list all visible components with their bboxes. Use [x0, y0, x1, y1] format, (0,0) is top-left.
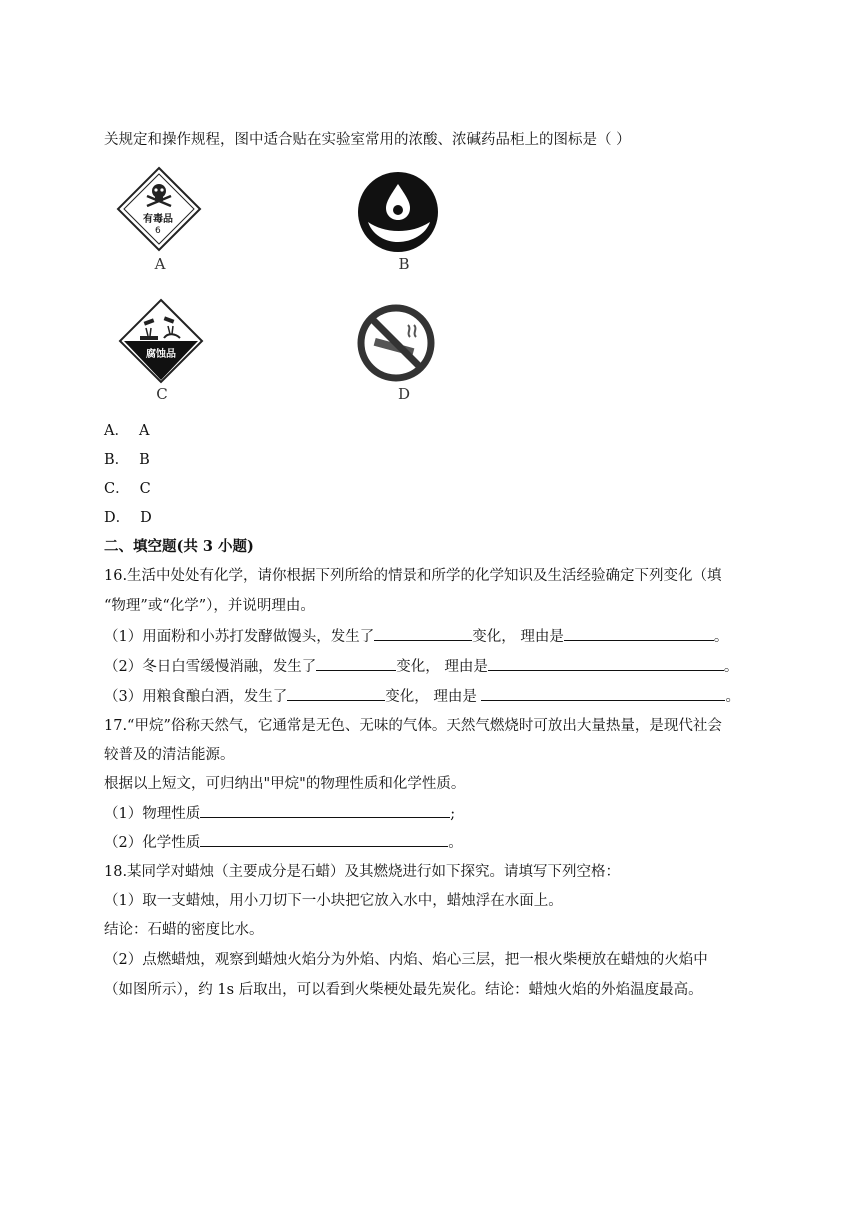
q16-item-3-blank-change[interactable] [287, 686, 385, 701]
q18-item-1: （1）取一支蜡烛，用小刀切下一小块把它放入水中，蜡烛浮在水面上。 [104, 893, 563, 909]
q16-item-2-end: 。 [723, 659, 739, 675]
corrosive-diamond-icon [118, 298, 204, 384]
option-letter: A． [104, 423, 129, 439]
q18-item-2-line2: （如图所示），约 1s 后取出，可以看到火柴梗处最先炭化。结论：蜡烛火焰的外焰温度最高。 [104, 982, 703, 998]
q16-item-2-blank-change[interactable] [316, 656, 396, 671]
q18-item-2-line1: （2）点燃蜡烛，观察到蜡烛火焰分为外焰、内焰、焰心三层，把一根火柴梗放在蜡烛的火焰中 [104, 952, 708, 968]
q17-item-1-label: （1）物理性质 [104, 806, 201, 822]
water-drop-circle-icon [356, 170, 440, 254]
option-value: D [140, 510, 152, 526]
figure-label-c: C [156, 385, 168, 403]
q17-item-1-end: ; [450, 806, 456, 822]
q16-item-3 [104, 686, 740, 707]
q16-item-1-end: 。 [713, 629, 729, 645]
q17-item-2 [104, 832, 463, 853]
q15-stem: 关规定和操作规程，图中适合贴在实验室常用的浓酸、浓碱药品柜上的图标是（ ） [104, 132, 631, 148]
q16-item-3-reason-label: 变化， 理由是 [385, 689, 482, 705]
option-letter: C． [104, 481, 130, 497]
option-a[interactable] [104, 421, 149, 441]
q16-item-1-text: （1）用面粉和小苏打发酵做馒头，发生了 [104, 629, 375, 645]
q16-item-2-text: （2）冬日白雪缓慢消融，发生了 [104, 659, 317, 675]
q18-conclusion-1: 结论：石蜡的密度比水。 [104, 922, 264, 938]
q17-item-2-blank[interactable] [200, 832, 448, 847]
q16-item-3-text: （3）用粮食酿白酒，发生了 [104, 689, 288, 705]
q17-stem-line1: 17.“甲烷”俗称天然气，它通常是无色、无味的气体。天然气燃烧时可放出大量热量，是现代社会 [104, 718, 722, 734]
no-smoking-icon [356, 303, 436, 383]
option-d[interactable] [104, 508, 152, 528]
q16-item-2-reason-label: 变化， 理由是 [396, 659, 488, 675]
option-b[interactable] [104, 450, 150, 470]
q17-stem-line2: 较普及的清洁能源。 [104, 747, 235, 763]
q17-item-2-label: （2）化学性质 [104, 835, 201, 851]
q17-stem-line3: 根据以上短文，可归纳出"甲烷"的物理性质和化学性质。 [104, 776, 466, 792]
option-value: A [138, 423, 150, 439]
option-letter: D． [104, 510, 131, 526]
q16-stem-line1: 16.生活中处处有化学，请你根据下列所给的情景和所学的化学知识及生活经验确定下列变化（填 [104, 568, 722, 584]
q17-item-1 [104, 803, 455, 824]
q17-item-1-blank[interactable] [200, 803, 450, 818]
option-c[interactable] [104, 479, 151, 499]
q18-stem-line1: 18.某同学对蜡烛（主要成分是石蜡）及其燃烧进行如下探究。请填写下列空格： [104, 864, 621, 880]
option-value: C [139, 481, 151, 497]
q16-item-1-blank-change[interactable] [374, 626, 472, 641]
figure-label-d: D [397, 385, 411, 403]
q16-item-2 [104, 656, 738, 677]
q16-item-2-blank-reason[interactable] [488, 656, 724, 671]
q16-stem-line2: “物理”或“化学”），并说明理由。 [104, 598, 315, 614]
q16-item-1-blank-reason[interactable] [564, 626, 714, 641]
toxic-sign-number: 6 [155, 226, 161, 236]
q16-item-1-reason-label: 变化， 理由是 [472, 629, 564, 645]
section-title: 二、填空题(共 3 小题) [104, 538, 254, 555]
q17-item-2-end: 。 [448, 835, 463, 851]
toxic-skull-diamond-icon [116, 166, 202, 252]
q16-item-3-blank-reason[interactable] [481, 686, 725, 701]
figure-label-a: A [154, 255, 166, 273]
q16-item-1 [104, 626, 728, 647]
option-letter: B． [104, 452, 130, 468]
q16-item-3-end: 。 [725, 689, 740, 705]
option-value: B [139, 452, 150, 468]
corrosive-sign-text: 腐蚀品 [146, 349, 176, 360]
toxic-sign-text: 有毒品 [143, 214, 173, 225]
figure-label-b: B [398, 255, 410, 273]
